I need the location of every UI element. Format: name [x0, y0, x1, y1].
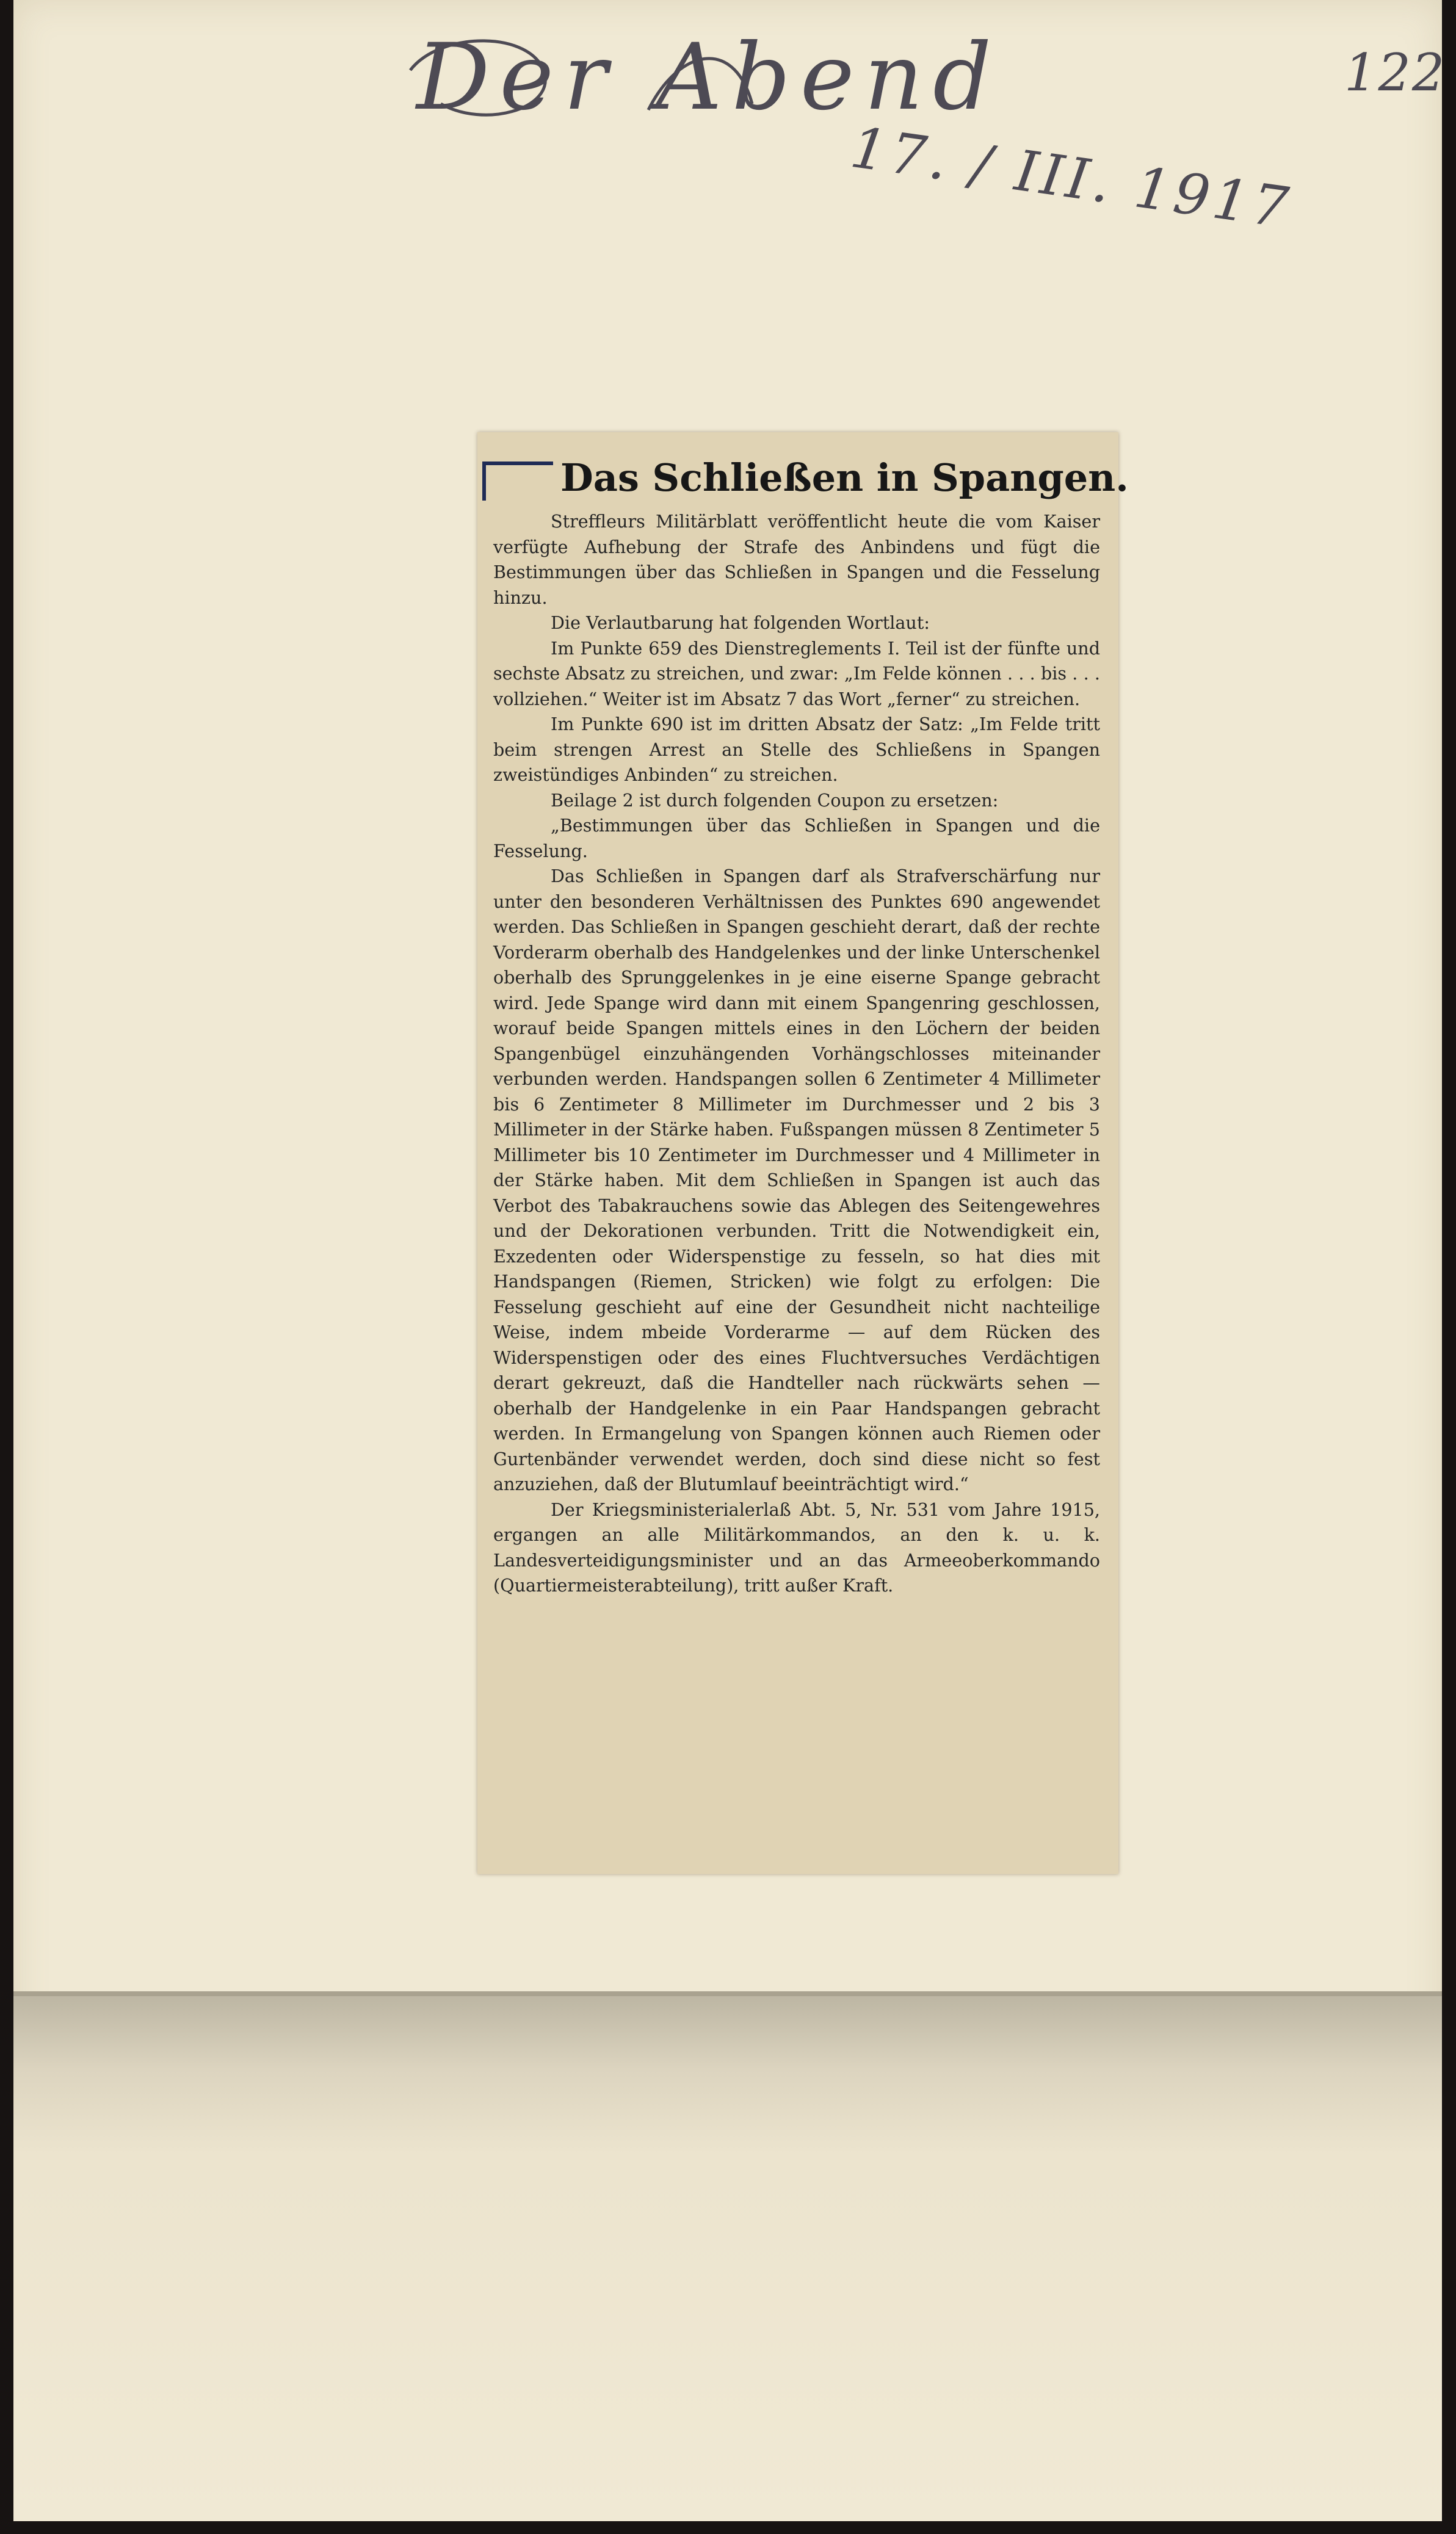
paragraph: Der Kriegsministerialerlaß Abt. 5, Nr. 531 vom Jahre 1915, ergangen an alle Militärkommandos, an den k. u. k. Landesverteidigungsminister und an das Armeeoberkommando (Quartiermeisterabteilung), tritt außer Kraft.: [493, 1499, 1100, 1596]
paragraph: Im Punkte 690 ist im dritten Absatz der Satz: „Im Felde tritt beim strengen Arrest an Stelle des Schließens in Spangen zweistündiges Anbinden“ zu streichen.: [493, 714, 1100, 785]
lower-sheet: [13, 1996, 1442, 2521]
pencil-corner-mark: [482, 462, 553, 501]
archive-number: 122: [1344, 43, 1446, 103]
newspaper-name: Der Abend: [416, 24, 1002, 131]
newspaper-clipping: [477, 432, 1129, 1874]
paragraph: „Bestimmungen über das Schließen in Spangen und die Fesselung.: [493, 815, 1100, 861]
paragraph: Beilage 2 ist durch folgenden Coupon zu ersetzen:: [551, 789, 999, 811]
paragraph: Die Verlautbarung hat folgenden Wortlaut:: [551, 612, 930, 633]
paragraph: Das Schließen in Spangen darf als Strafverschärfung nur unter den besonderen Verhältnissen des Punktes 690 angewendet werden. Das Schließen in Spangen geschieht derart, daß der rechte Vorderarm oberhalb des Handgelenkes und der linke Unterschenkel oberhalb des Sprunggelenkes in je eine eiserne Spange gebracht wird. Jede Spange wird dann mit einem Spangenring geschlossen, worauf beide Spangen mittels eines in den Löchern der beiden Spangenbügel einzuhängenden Vorhängschlosses miteinander verbunden werden. Handspangen sollen 6 Zentimeter 4 Millimeter bis 6 Zentimeter 8 Millimeter im Durchmesser und 2 bis 3 Millimeter in der Stärke haben. Fußspangen müssen 8 Zentimeter 5 Millimeter bis 10 Zentimeter im Durchmesser und 4 Millimeter in der Stärke haben. Mit dem Schließen in Spangen ist auch das Verbot des Tabakrauchens sowie das Ablegen des Seitengewehres und der Dekorationen verbunden. Tritt die Notwendigkeit ein, Exzedenten oder Widerspenstige zu fesseln, so hat dies mit Handspangen (Riemen, Stricken) wie folgt zu erfolgen: Die Fesselung geschieht auf eine der Gesundheit nicht nachteilige Weise, indem mbeide Vorderarme — auf dem Rücken des Widerspenstigen oder des eines Fluchtversuches Verdächtigen derart gekreuzt, daß die Handteller nach rückwärts sehen — oberhalb der Handgelenke in ein Paar Handspangen gebracht werden. In Ermangelung von Spangen können auch Riemen oder Gurtenbänder verwendet werden, doch sind diese nicht so fest anzuziehen, daß der Blutumlauf beeinträchtigt wird.“: [493, 866, 1100, 1494]
archive-sheet: [13, 0, 1446, 2521]
clipping-body: [493, 509, 1100, 1599]
paragraph: Streffleurs Militärblatt veröffentlicht heute die vom Kaiser verfügte Aufhebung der Strafe des Anbindens und fügt die Bestimmungen über das Schließen in Spangen und die Fesselung hinzu.: [493, 511, 1100, 608]
clipping-headline: Das Schließen in Spangen.: [560, 455, 1129, 500]
handwritten-annotation: [392, 12, 1308, 242]
paragraph: Im Punkte 659 des Dienstreglements I. Teil ist der fünfte und sechste Absatz zu streichen, und zwar: „Im Felde können . . . bis . . . vollziehen.“ Weiter ist im Absatz 7 das Wort „ferner“ zu streichen.: [493, 637, 1100, 709]
clipping-date: 17. / III. 1917: [847, 115, 1296, 242]
